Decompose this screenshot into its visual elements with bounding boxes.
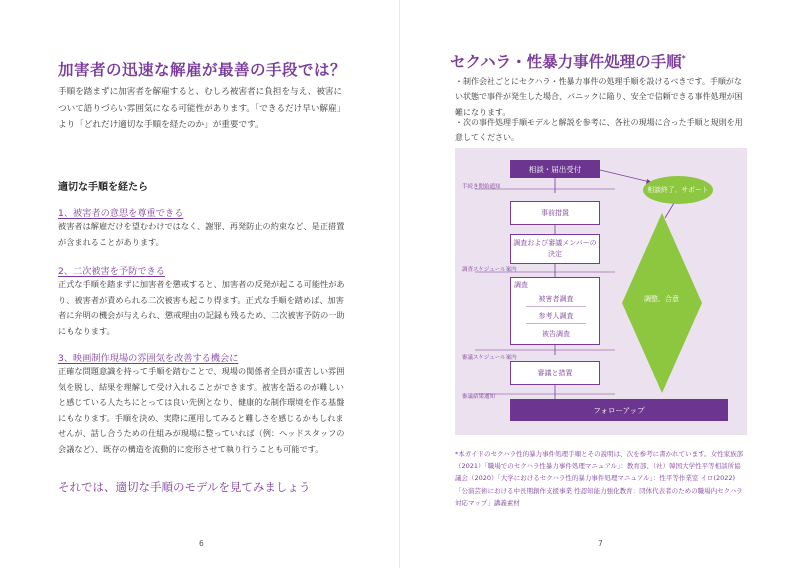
label-schedule-deliberation: 審議スケジュール案内	[462, 355, 517, 361]
diamond-label: 調整、合意	[644, 295, 679, 303]
box-investigation	[510, 277, 600, 345]
section-1-body: 被害者は解雇だけを望むわけではなく、謝罪、再発防止の約束など、是正措置が含まれることがあります。	[58, 221, 345, 247]
box-consult: 相談・届出受付	[510, 160, 600, 178]
section-2-title: 2、二次被害を予防できる	[58, 266, 165, 277]
ellipse-consult-end: 相談終了、サポート	[643, 176, 713, 204]
right-title	[450, 50, 686, 72]
section-2-body: 正式な手順を踏まずに加害者を懲戒すると、加害者の反発が起こる可能性があり、被害者が責められる二次被害も起こり得ます。正式な手順を踏めば、加害者に弁明の機会が与えられ、懲戒理由の記録も残るため、二次被害予防の一助にもなります。	[58, 279, 345, 336]
left-intro: 手順を踏まずに加害者を解雇すると、むしろ被害者に負担を与え、被害について語りづらい雰囲気になる可能性があります。「できるだけ早い解雇」より「どれだけ適切な手順を経たのか」が重要です。	[58, 87, 346, 130]
box-committee: 調査および審議メンバーの決定	[510, 234, 600, 264]
section-3-body: 正確な問題意識を持って手順を踏むことで、現場の関係者全員が重苦しい雰囲気を脱し、結果を理解して受け入れることができます。被害を語るのが難しいと感じている人たちにとっては良い先例となり、健康的な制作環境を作る基盤にもなります。手順を決め、実際に運用してみると難しさを感じるかもしれませんが、話し合うための仕組みが現場に整っていれば（例：ヘッドスタッフの会議など）、既存の構造を流動的に変形させて執り行うことも可能です。	[58, 366, 345, 454]
page-number-right: 7	[598, 539, 603, 548]
connector-line	[600, 170, 650, 182]
right-page	[400, 0, 800, 568]
flowchart	[455, 148, 747, 435]
right-title-mark: *	[681, 53, 686, 63]
box-accused: 被告調査	[526, 327, 586, 341]
section-3-title: 3、映画制作現場の雰囲気を改善する機会に	[58, 353, 239, 364]
box-deliberation: 審議と措置	[510, 361, 600, 385]
box-prelim: 事前措置	[510, 201, 600, 225]
box-witness: 参考人調査	[526, 310, 586, 324]
box-investigation-label: 調査	[514, 281, 528, 289]
right-bullet-1: ・制作会社ごとにセクハラ・性暴力事件の処理手順を設けるべきです。手順がない状態で事件が発生した場合、パニックに陥り、安全で信頼できる事件処理が困難になります。	[455, 77, 743, 117]
label-notify-start: 手続き開始通知	[462, 184, 501, 190]
left-subheading: 適切な手順を経たら	[58, 182, 148, 193]
left-heading: 加害者の迅速な解雇が最善の手段では？	[58, 61, 347, 79]
box-followup: フォローアップ	[510, 399, 728, 421]
page-number-left: 6	[199, 539, 204, 548]
box-victim: 被害者調査	[526, 293, 586, 307]
label-notify-result: 審議結果通知	[462, 394, 496, 400]
footnote: *本ガイドのセクハラ性的暴力事件処理手順とその説明は、次を参考に書かれています。女性家族部（2021）「職場でのセクハラ性暴力事件処理マニュアル」：教育部、（社）韓国大学性平等相談所協議会（2020）「大学におけるセクハラ性的暴力事件処理マニュアル」：性平等作業室 イロ(2022)「公演芸術における中長期創作支援事業 性認知能力強化教育：団体代表者のための職場内セクハラ対応マップ」講義素材	[455, 450, 744, 507]
right-title-text: セクハラ・性暴力事件処理の手順	[450, 53, 682, 71]
section-1-title: 1、被害者の意思を尊重できる	[58, 208, 184, 219]
right-bullet-2: ・次の事件処理手順モデルと解説を参考に、各社の現場に合った手順と規則を用意してください。	[455, 118, 743, 143]
label-schedule-investigation: 調査スケジュール案内	[462, 267, 517, 273]
left-closing: それでは、適切な手順のモデルを見てみましょう	[58, 480, 311, 494]
